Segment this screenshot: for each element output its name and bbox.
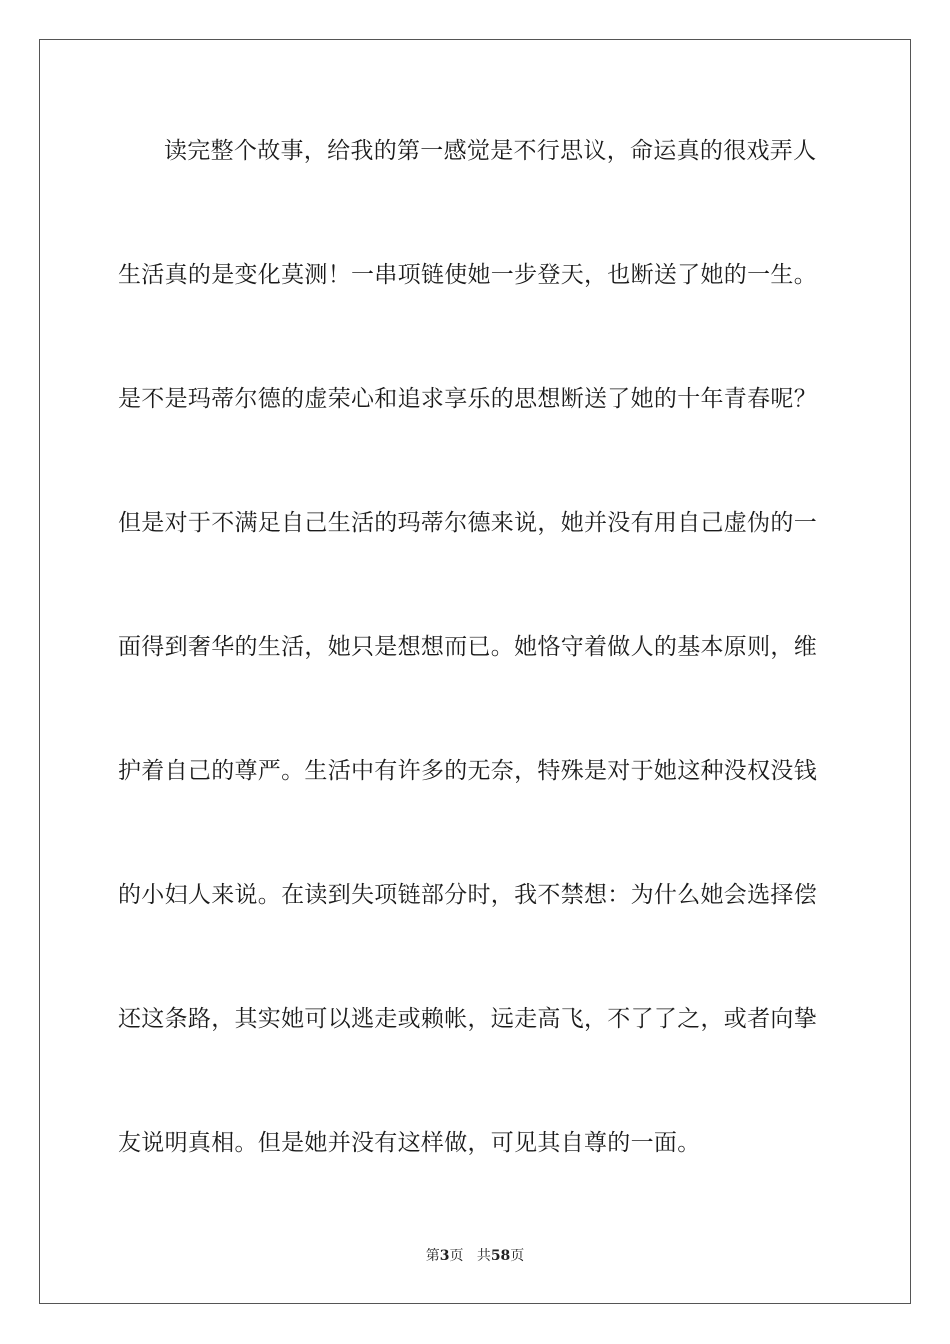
body-text-line-6: 护着自己的尊严。生活中有许多的无奈，特殊是对于她这种没权没钱 [118,758,817,784]
body-text-line-3: 是不是玛蒂尔德的虚荣心和追求享乐的思想断送了她的十年青春呢？ [118,386,817,412]
body-text-line-1: 读完整个故事，给我的第一感觉是不行思议，命运真的很戏弄人 [164,138,817,164]
body-text-line-2: 生活真的是变化莫测！一串项链使她一步登天，也断送了她的一生。 [118,262,817,288]
page-footer [0,1247,950,1265]
footer-page-suffix: 页 [449,1248,464,1264]
body-text-line-8: 还这条路，其实她可以逃走或赖帐，远走高飞，不了了之，或者向挚 [118,1006,817,1032]
body-text-line-5: 面得到奢华的生活，她只是想想而已。她恪守着做人的基本原则，维 [118,634,817,660]
footer-page-number: 3 [439,1248,450,1264]
body-text-line-9: 友说明真相。但是她并没有这样做，可见其自尊的一面。 [118,1130,701,1156]
body-text-line-4: 但是对于不满足自己生活的玛蒂尔德来说，她并没有用自己虚伪的一 [118,510,817,536]
body-text-line-7: 的小妇人来说。在读到失项链部分时，我不禁想：为什么她会选择偿 [118,882,817,908]
footer-page-prefix: 第 [425,1248,440,1264]
footer-total-suffix: 页 [510,1248,525,1264]
footer-total-pages: 58 [490,1248,511,1264]
footer-total-prefix: 共 [476,1248,491,1264]
page-border [39,39,911,1304]
